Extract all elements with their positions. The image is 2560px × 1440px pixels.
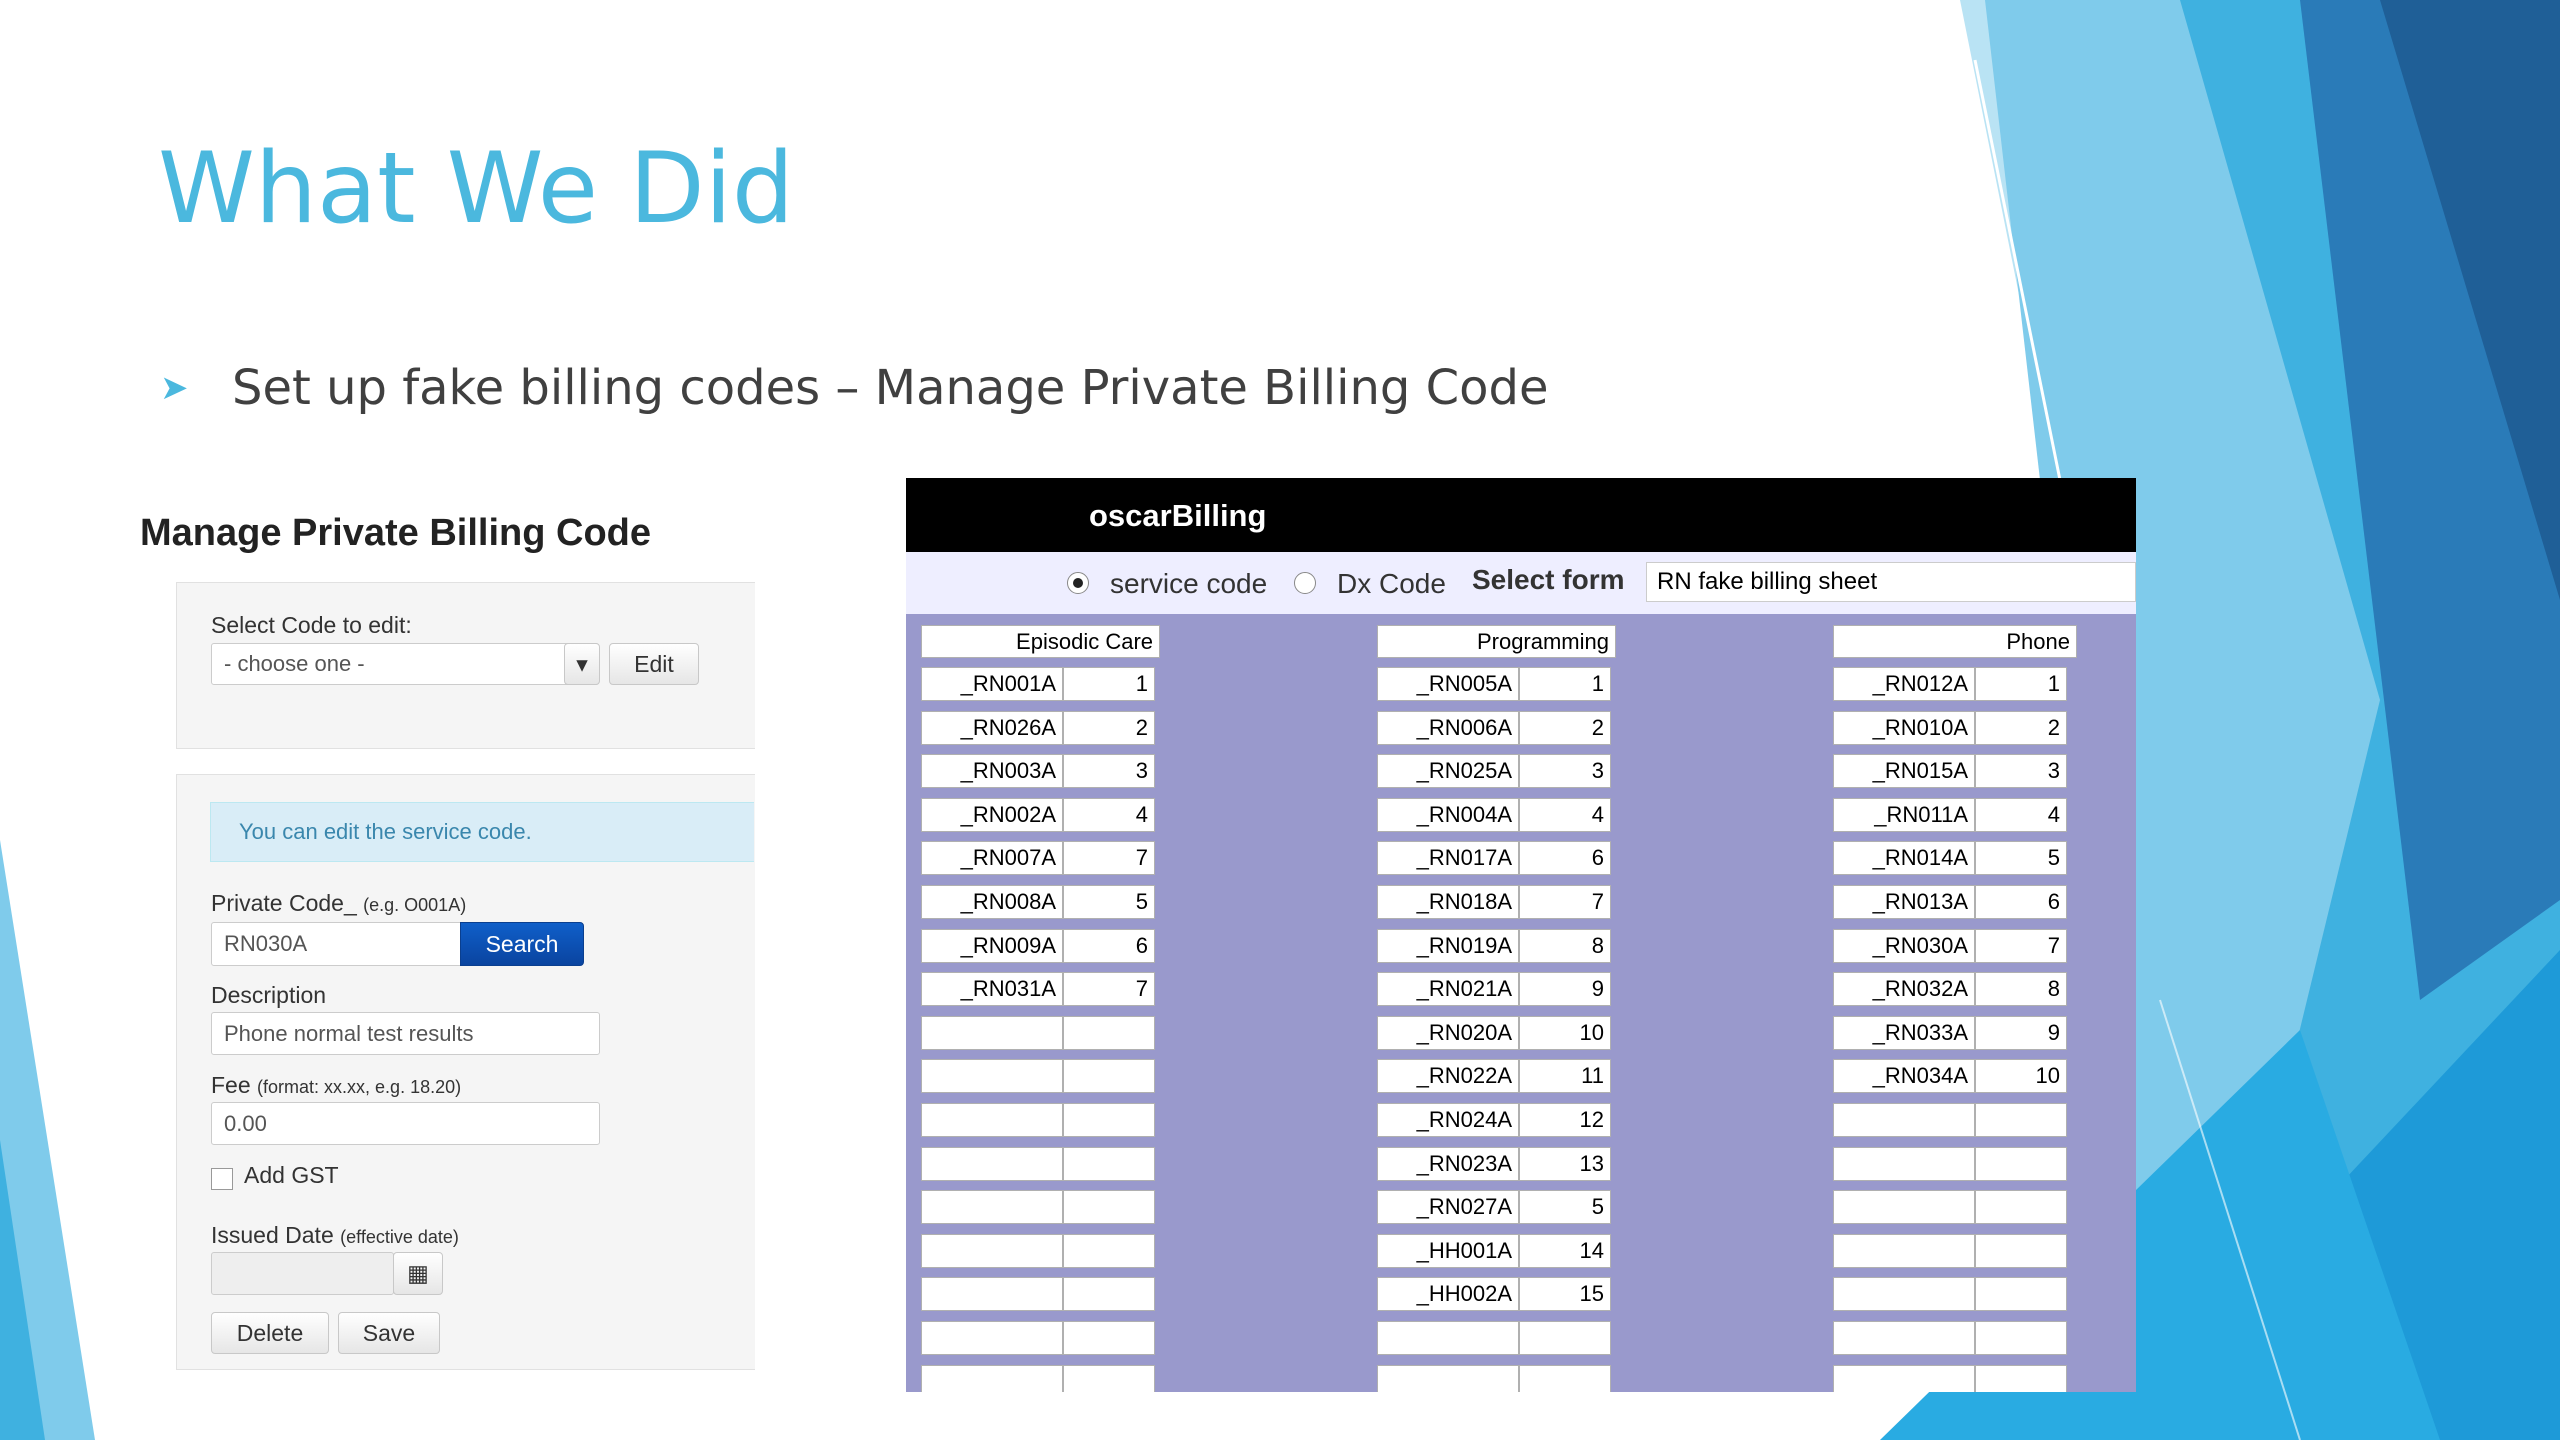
billing-order-cell[interactable]: 7 xyxy=(1063,972,1155,1006)
billing-code-cell[interactable]: _RN014A xyxy=(1833,841,1975,875)
billing-order-cell[interactable]: 1 xyxy=(1519,667,1611,701)
billing-code-cell[interactable]: _RN009A xyxy=(921,929,1063,963)
description-input[interactable] xyxy=(211,1012,600,1055)
issued-date-label xyxy=(211,1222,459,1249)
description-label: Description xyxy=(211,982,327,1008)
billing-code-cell[interactable]: _RN017A xyxy=(1377,841,1519,875)
private-code-label-text: Private Code_ xyxy=(211,890,357,916)
billing-order-cell[interactable]: 6 xyxy=(1975,885,2067,919)
billing-code-cell[interactable] xyxy=(1833,1190,1975,1224)
select-code-label: Select Code to edit: xyxy=(211,612,412,638)
billing-code-cell[interactable] xyxy=(1833,1234,1975,1268)
billing-order-cell[interactable] xyxy=(1063,1365,1155,1392)
billing-order-cell[interactable]: 9 xyxy=(1519,972,1611,1006)
billing-order-cell[interactable] xyxy=(1063,1234,1155,1268)
billing-code-cell[interactable]: _RN020A xyxy=(1377,1016,1519,1050)
billing-order-cell[interactable]: 2 xyxy=(1975,711,2067,745)
description-value: Phone normal test results xyxy=(224,1020,474,1046)
billing-code-cell[interactable] xyxy=(921,1277,1063,1311)
billing-code-cell[interactable]: _RN030A xyxy=(1833,929,1975,963)
billing-code-cell[interactable]: _RN019A xyxy=(1377,929,1519,963)
save-button[interactable]: Save xyxy=(338,1312,440,1354)
billing-column-header: Phone xyxy=(1833,625,2077,658)
billing-order-cell[interactable] xyxy=(1519,1365,1611,1392)
billing-order-cell[interactable]: 6 xyxy=(1519,841,1611,875)
billing-order-cell[interactable] xyxy=(1063,1321,1155,1355)
billing-order-cell[interactable]: 8 xyxy=(1975,972,2067,1006)
billing-order-cell[interactable] xyxy=(1975,1147,2067,1181)
billing-order-cell[interactable] xyxy=(1519,1321,1611,1355)
code-select-value: - choose one - xyxy=(224,651,365,676)
billing-code-cell[interactable]: _RN002A xyxy=(921,798,1063,832)
billing-order-cell[interactable] xyxy=(1063,1190,1155,1224)
billing-order-cell[interactable] xyxy=(1975,1103,2067,1137)
billing-code-cell[interactable]: _RN031A xyxy=(921,972,1063,1006)
billing-order-cell[interactable] xyxy=(1975,1190,2067,1224)
billing-order-cell[interactable]: 13 xyxy=(1519,1147,1611,1181)
billing-order-cell[interactable]: 5 xyxy=(1063,885,1155,919)
fee-label xyxy=(211,1072,461,1099)
billing-order-cell[interactable]: 2 xyxy=(1063,711,1155,745)
service-code-label: service code xyxy=(1110,568,1268,599)
code-select[interactable] xyxy=(211,643,599,685)
oscar-billing-header xyxy=(906,478,2136,552)
billing-code-cell[interactable]: _HH001A xyxy=(1377,1234,1519,1268)
billing-order-cell[interactable] xyxy=(1063,1016,1155,1050)
billing-order-cell[interactable]: 4 xyxy=(1063,798,1155,832)
billing-order-cell[interactable]: 5 xyxy=(1975,841,2067,875)
fee-hint: (format: xx.xx, e.g. 18.20) xyxy=(257,1077,462,1097)
billing-code-cell[interactable]: _RN001A xyxy=(921,667,1063,701)
billing-order-cell[interactable]: 14 xyxy=(1519,1234,1611,1268)
billing-order-cell[interactable]: 4 xyxy=(1975,798,2067,832)
billing-order-cell[interactable]: 10 xyxy=(1975,1059,2067,1093)
billing-order-cell[interactable]: 1 xyxy=(1063,667,1155,701)
billing-order-cell[interactable]: 7 xyxy=(1519,885,1611,919)
billing-order-cell[interactable]: 11 xyxy=(1519,1059,1611,1093)
billing-code-cell[interactable] xyxy=(1833,1365,1975,1392)
select-form-label: Select form xyxy=(1472,564,1625,595)
billing-code-cell[interactable] xyxy=(1377,1321,1519,1355)
billing-order-cell[interactable]: 12 xyxy=(1519,1103,1611,1137)
billing-order-cell[interactable]: 3 xyxy=(1519,754,1611,788)
billing-code-cell[interactable]: _RN018A xyxy=(1377,885,1519,919)
issued-date-input[interactable] xyxy=(211,1252,394,1295)
billing-order-cell[interactable]: 1 xyxy=(1975,667,2067,701)
chevron-down-icon[interactable]: ▾ xyxy=(564,643,600,685)
billing-code-cell[interactable]: _RN005A xyxy=(1377,667,1519,701)
slide-bullet: Set up fake billing codes – Manage Private Billing Code xyxy=(232,360,1549,416)
oscar-billing-panel xyxy=(906,478,2136,1392)
billing-order-cell[interactable] xyxy=(1063,1103,1155,1137)
billing-code-cell[interactable] xyxy=(1833,1321,1975,1355)
info-alert: You can edit the service code. xyxy=(210,802,754,862)
select-form-dropdown[interactable] xyxy=(1646,562,2136,602)
billing-order-cell[interactable]: 7 xyxy=(1063,841,1155,875)
fee-value: 0.00 xyxy=(224,1110,267,1136)
issued-date-hint: (effective date) xyxy=(340,1227,459,1247)
billing-order-cell[interactable] xyxy=(1975,1277,2067,1311)
billing-code-cell[interactable]: _RN008A xyxy=(921,885,1063,919)
billing-order-cell[interactable]: 6 xyxy=(1063,929,1155,963)
billing-code-cell[interactable]: _RN033A xyxy=(1833,1016,1975,1050)
billing-code-cell[interactable]: _HH002A xyxy=(1377,1277,1519,1311)
billing-code-cell[interactable]: _RN012A xyxy=(1833,667,1975,701)
billing-order-cell[interactable]: 15 xyxy=(1519,1277,1611,1311)
select-form-value: RN fake billing sheet xyxy=(1657,568,1878,595)
dx-code-radio[interactable] xyxy=(1294,572,1316,594)
billing-code-cell[interactable] xyxy=(921,1016,1063,1050)
issued-date-label-text: Issued Date xyxy=(211,1222,334,1248)
billing-order-cell[interactable]: 9 xyxy=(1975,1016,2067,1050)
private-code-input[interactable] xyxy=(211,922,461,966)
billing-order-cell[interactable] xyxy=(1063,1147,1155,1181)
fee-label-text: Fee xyxy=(211,1072,251,1098)
billing-order-cell[interactable]: 4 xyxy=(1519,798,1611,832)
billing-code-cell[interactable]: _RN027A xyxy=(1377,1190,1519,1224)
billing-order-cell[interactable] xyxy=(1975,1321,2067,1355)
billing-code-cell[interactable]: _RN011A xyxy=(1833,798,1975,832)
billing-code-cell[interactable] xyxy=(921,1103,1063,1137)
chevron-right-icon: ➤ xyxy=(160,368,189,408)
billing-code-cell[interactable]: _RN022A xyxy=(1377,1059,1519,1093)
service-code-radio[interactable] xyxy=(1067,572,1089,594)
billing-code-cell[interactable]: _RN006A xyxy=(1377,711,1519,745)
search-button[interactable]: Search xyxy=(460,922,584,966)
billing-code-cell[interactable] xyxy=(921,1234,1063,1268)
billing-order-cell[interactable]: 7 xyxy=(1975,929,2067,963)
billing-code-cell[interactable]: _RN032A xyxy=(1833,972,1975,1006)
billing-code-cell[interactable] xyxy=(921,1365,1063,1392)
billing-code-cell[interactable] xyxy=(1833,1277,1975,1311)
billing-code-cell[interactable] xyxy=(1833,1103,1975,1137)
add-gst-label: Add GST xyxy=(244,1162,339,1188)
delete-button[interactable]: Delete xyxy=(211,1312,329,1354)
billing-code-cell[interactable] xyxy=(921,1190,1063,1224)
private-code-hint: (e.g. O001A) xyxy=(363,895,467,915)
billing-code-cell[interactable]: _RN007A xyxy=(921,841,1063,875)
private-code-value: RN030A xyxy=(224,931,308,956)
private-code-label xyxy=(211,890,466,917)
billing-code-cell[interactable]: _RN021A xyxy=(1377,972,1519,1006)
slide-title: What We Did xyxy=(158,132,795,246)
billing-code-cell[interactable]: _RN004A xyxy=(1377,798,1519,832)
manage-panel-title: Manage Private Billing Code xyxy=(140,512,651,554)
billing-column-header: Episodic Care xyxy=(921,625,1160,658)
billing-code-cell[interactable]: _RN003A xyxy=(921,754,1063,788)
billing-order-cell[interactable]: 2 xyxy=(1519,711,1611,745)
billing-column-header: Programming xyxy=(1377,625,1616,658)
add-gst-checkbox[interactable] xyxy=(211,1168,233,1190)
billing-order-cell[interactable]: 3 xyxy=(1063,754,1155,788)
billing-code-cell[interactable]: _RN026A xyxy=(921,711,1063,745)
billing-order-cell[interactable] xyxy=(1063,1277,1155,1311)
billing-code-cell[interactable]: _RN015A xyxy=(1833,754,1975,788)
billing-order-cell[interactable]: 10 xyxy=(1519,1016,1611,1050)
billing-code-cell[interactable] xyxy=(921,1321,1063,1355)
billing-order-cell[interactable] xyxy=(1063,1059,1155,1093)
calendar-icon[interactable]: ▦ xyxy=(393,1252,443,1295)
fee-input[interactable] xyxy=(211,1102,600,1145)
billing-code-cell[interactable]: _RN034A xyxy=(1833,1059,1975,1093)
billing-code-cell[interactable] xyxy=(1833,1147,1975,1181)
billing-order-cell[interactable]: 5 xyxy=(1519,1190,1611,1224)
billing-order-cell[interactable]: 3 xyxy=(1975,754,2067,788)
billing-code-cell[interactable]: _RN024A xyxy=(1377,1103,1519,1137)
billing-order-cell[interactable] xyxy=(1975,1234,2067,1268)
dx-code-label: Dx Code xyxy=(1337,568,1446,599)
billing-order-cell[interactable]: 8 xyxy=(1519,929,1611,963)
billing-code-cell[interactable] xyxy=(1377,1365,1519,1392)
billing-code-cell[interactable] xyxy=(921,1147,1063,1181)
billing-order-cell[interactable] xyxy=(1975,1365,2067,1392)
edit-button[interactable]: Edit xyxy=(609,643,699,685)
billing-code-cell[interactable] xyxy=(921,1059,1063,1093)
billing-code-cell[interactable]: _RN010A xyxy=(1833,711,1975,745)
billing-code-cell[interactable]: _RN023A xyxy=(1377,1147,1519,1181)
billing-code-cell[interactable]: _RN025A xyxy=(1377,754,1519,788)
billing-code-cell[interactable]: _RN013A xyxy=(1833,885,1975,919)
oscar-billing-title: oscarBilling xyxy=(1089,498,1267,533)
